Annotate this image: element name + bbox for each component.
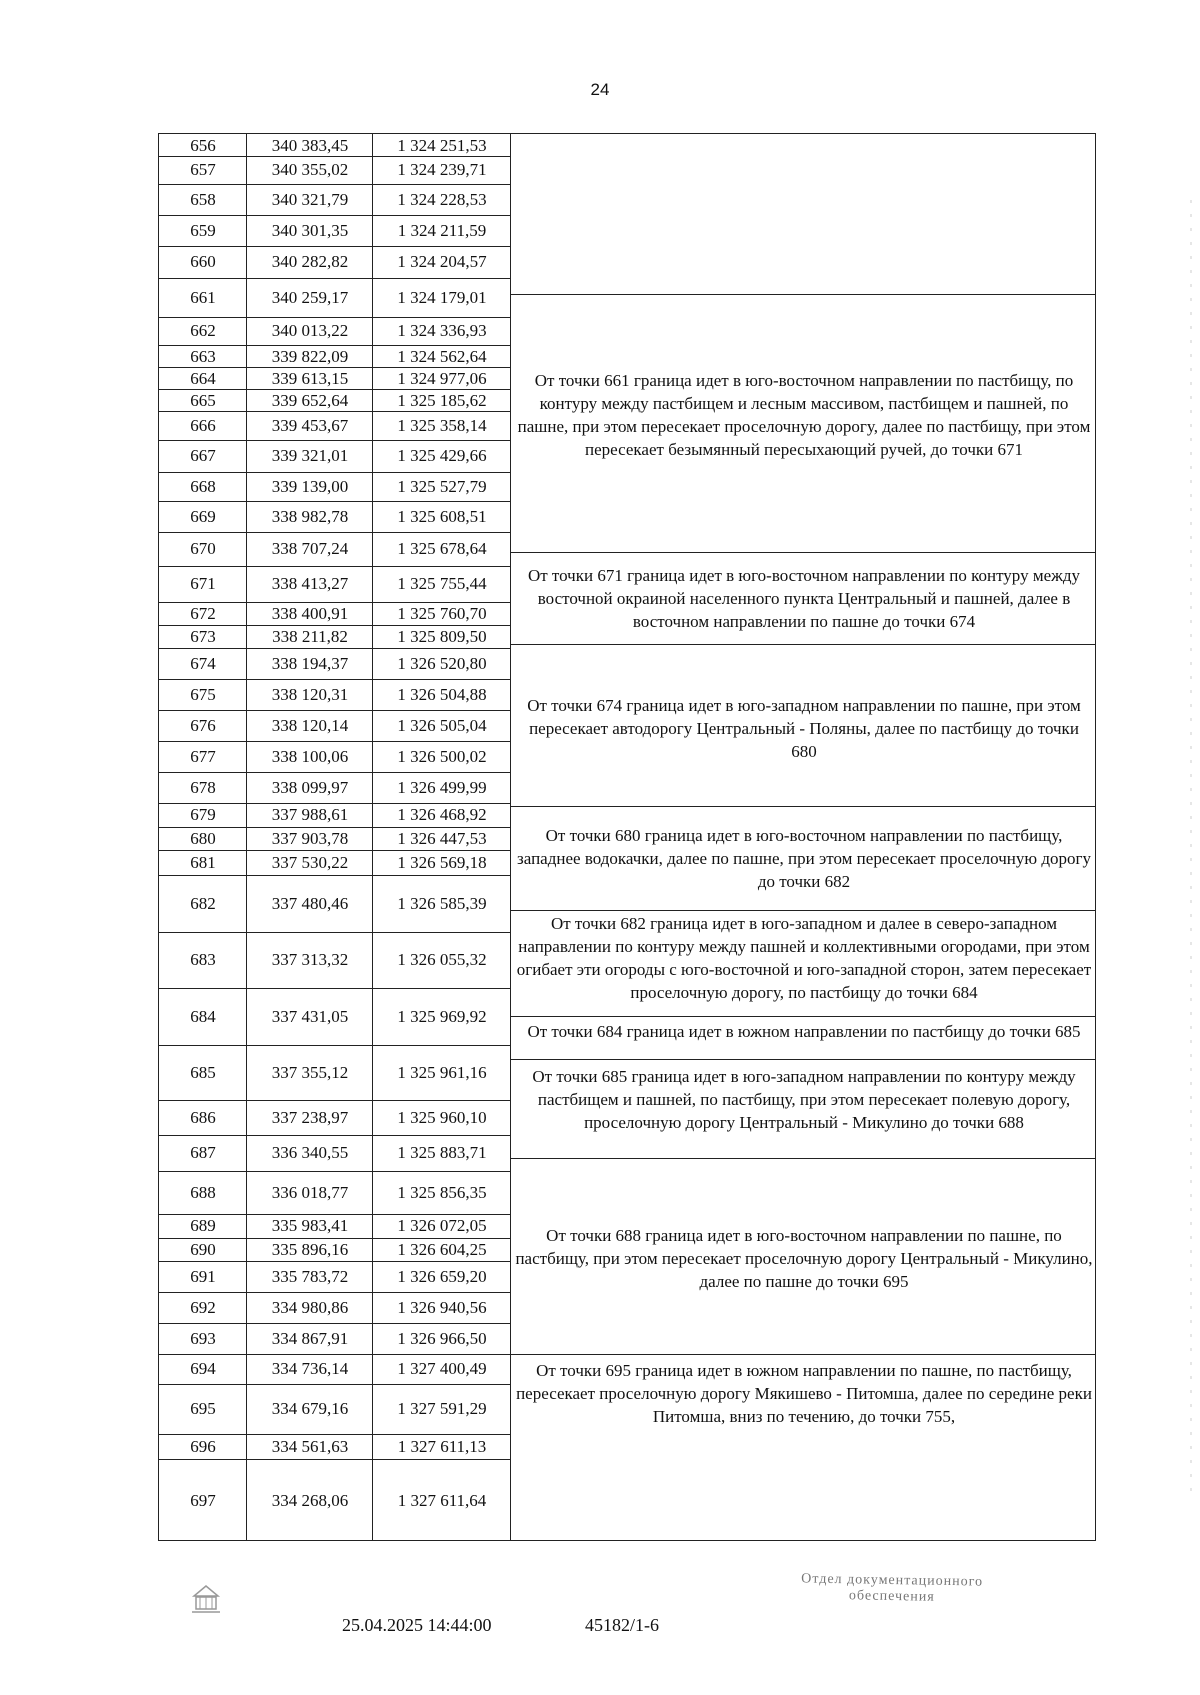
x-coordinate-cell: 340 301,35 [271,220,349,240]
y-coordinate-cell: 1 324 562,64 [397,347,487,366]
boundary-description: От точки 680 граница идет в юго-восточном направлении по пастбищу, западнее водокачки, далее по пашне, при этом пересекает проселочную дорогу до точки 682 [517,826,1091,891]
x-coordinate-cell: 339 453,67 [271,415,349,435]
y-coordinate-cell: 1 324 179,01 [397,287,487,307]
point-number-cell: 689 [190,1216,216,1235]
row-divider [159,566,511,567]
point-number-cell: 692 [190,1297,216,1317]
point-number-cell: 680 [190,829,216,848]
y-coordinate-cell: 1 326 504,88 [397,684,487,704]
y-coordinate-cell: 1 324 977,06 [397,369,487,388]
stamp-line-1: Отдел документационного [801,1571,984,1590]
y-coordinate-cell: 1 324 251,53 [397,136,487,155]
row-divider [159,501,511,502]
point-number-cell: 688 [190,1182,216,1202]
x-coordinate-cell: 339 652,64 [271,391,349,410]
y-coordinate-cell: 1 326 500,02 [397,746,487,766]
x-coordinate-cell: 334 268,06 [271,1490,349,1510]
y-coordinate-cell: 1 325 678,64 [397,539,487,558]
x-coordinate-cell: 334 679,16 [271,1399,349,1418]
point-number-cell: 687 [190,1143,216,1162]
y-coordinate-cell: 1 326 966,50 [397,1328,487,1348]
point-number-cell: 675 [190,684,216,704]
x-coordinate-cell: 338 100,06 [271,746,349,766]
y-coordinate-cell: 1 325 527,79 [397,476,487,496]
point-number-cell: 697 [190,1490,216,1510]
x-coordinate-cell: 338 982,78 [271,506,349,526]
row-divider [159,932,511,933]
row-divider [159,246,511,247]
y-coordinate-cell: 1 326 569,18 [397,852,487,872]
y-coordinate-cell: 1 325 856,35 [397,1182,487,1202]
x-coordinate-cell: 335 896,16 [271,1240,349,1259]
x-coordinate-cell: 336 018,77 [271,1182,349,1202]
y-coordinate-cell: 1 324 211,59 [397,220,487,240]
x-coordinate-cell: 339 139,00 [271,476,349,496]
x-coordinate-cell: 338 120,31 [271,684,349,704]
point-number-cell: 690 [190,1240,216,1259]
description-divider [511,1354,1095,1355]
point-number-cell: 666 [190,415,216,435]
point-number-cell: 660 [190,252,216,271]
row-divider [159,1045,511,1046]
x-coordinate-cell: 335 983,41 [271,1216,349,1235]
coordinates-table [158,133,1096,1541]
point-number-cell: 683 [190,950,216,969]
point-number-cell: 685 [190,1062,216,1082]
x-coordinate-cell: 334 867,91 [271,1328,349,1348]
point-number-cell: 678 [190,777,216,797]
y-coordinate-cell: 1 325 960,10 [397,1107,487,1127]
page-number: 24 [590,80,610,99]
boundary-description: От точки 684 граница идет в южном направлении по пастбищу до точки 685 [527,1022,1081,1041]
point-number-cell: 659 [190,220,216,240]
point-number-cell: 686 [190,1107,216,1127]
row-divider [159,1354,511,1355]
x-coordinate-cell: 336 340,55 [271,1143,349,1162]
x-coordinate-cell: 334 561,63 [271,1436,349,1456]
point-number-cell: 673 [190,627,216,646]
y-coordinate-cell: 1 325 809,50 [397,627,487,646]
point-number-cell: 672 [190,604,216,623]
footer-document-number: 45182/1-6 [585,1615,659,1635]
row-divider [159,1261,511,1262]
footer-datetime: 25.04.2025 14:44:00 [342,1615,492,1635]
point-number-cell: 661 [190,287,216,307]
point-number-cell: 670 [190,539,216,558]
y-coordinate-cell: 1 325 883,71 [397,1143,487,1162]
row-divider [159,741,511,742]
description-divider [511,1016,1095,1017]
y-coordinate-cell: 1 326 055,32 [397,950,487,969]
x-coordinate-cell: 340 282,82 [271,252,349,271]
point-number-cell: 657 [190,160,216,179]
x-coordinate-cell: 337 313,32 [271,950,349,969]
y-coordinate-cell: 1 326 499,99 [397,777,487,797]
y-coordinate-cell: 1 327 591,29 [397,1399,487,1418]
row-divider [159,710,511,711]
row-divider [159,411,511,412]
row-divider [159,1459,511,1460]
boundary-description: От точки 674 граница идет в юго-западном направлении по пашне, при этом пересекает автодорогу Центральный - Поляны, далее по пастбищу до точки 680 [527,696,1081,761]
point-number-cell: 664 [190,369,216,388]
y-coordinate-cell: 1 326 585,39 [397,893,487,913]
description-divider [511,1158,1095,1159]
x-coordinate-cell: 339 321,01 [271,446,349,465]
x-coordinate-cell: 337 988,61 [271,805,349,824]
point-number-cell: 682 [190,893,216,913]
stamp-line-2: обеспечения [848,1588,935,1605]
y-coordinate-cell: 1 326 659,20 [397,1266,487,1286]
y-coordinate-cell: 1 327 611,13 [397,1436,487,1456]
x-coordinate-cell: 338 211,82 [272,627,348,646]
description-divider [511,294,1095,295]
row-divider [159,648,511,649]
y-coordinate-cell: 1 325 755,44 [397,574,487,593]
point-number-cell: 674 [190,653,216,673]
row-divider [159,472,511,473]
boundary-description: От точки 695 граница идет в южном направлении по пашне, по пастбищу, пересекает проселочную дорогу Мякишево - Питомша, далее по середине реки Питомша, вниз по течению, до точки 755, [516,1361,1092,1426]
point-number-cell: 691 [190,1266,216,1286]
point-number-cell: 693 [190,1328,216,1348]
point-number-cell: 694 [190,1359,216,1378]
emblem-icon [186,1582,226,1618]
x-coordinate-cell: 334 980,86 [271,1297,349,1317]
row-divider [159,215,511,216]
x-coordinate-cell: 338 120,14 [271,715,349,735]
description-divider [511,552,1095,553]
row-divider [159,1171,511,1172]
row-divider [159,875,511,876]
x-coordinate-cell: 337 238,97 [271,1107,349,1127]
department-stamp [752,1571,1033,1608]
row-divider [159,532,511,533]
y-coordinate-cell: 1 325 760,70 [397,604,487,623]
x-coordinate-cell: 339 613,15 [271,369,349,388]
x-coordinate-cell: 338 413,27 [271,574,349,593]
row-divider [159,184,511,185]
description-divider [511,910,1095,911]
description-divider [511,1059,1095,1060]
scan-artifact [1190,200,1192,1500]
y-coordinate-cell: 1 326 604,25 [397,1240,487,1259]
x-coordinate-cell: 337 903,78 [271,829,349,848]
y-coordinate-cell: 1 325 185,62 [397,391,487,410]
point-number-cell: 656 [190,136,216,155]
x-coordinate-cell: 339 822,09 [271,347,349,366]
point-number-cell: 677 [190,746,216,766]
boundary-description: От точки 682 граница идет в юго-западном и далее в северо-западном направлении по контуру между пашней и коллективными огородами, при этом огибает эти огороды с юго-восточной и юго-западной сторон, затем пересекает проселочную дорогу, по пастбищу до точки 684 [516,914,1092,1002]
y-coordinate-cell: 1 324 336,93 [397,321,487,340]
row-divider [159,988,511,989]
y-coordinate-cell: 1 326 520,80 [397,653,487,673]
boundary-description: От точки 671 граница идет в юго-восточном направлении по контуру между восточной окраиной населенного пункта Центральный и пашней, далее в восточном направлении по пашне до точки 674 [527,566,1081,631]
row-divider [159,440,511,441]
point-number-cell: 669 [190,506,216,526]
boundary-description: От точки 685 граница идет в юго-западном направлении по контуру между пастбищем и пашней, по пастбищу, при этом пересекает полевую дорогу, проселочную дорогу Центральный - Микулино до точки 688 [532,1067,1076,1132]
row-divider [159,1292,511,1293]
row-divider [159,772,511,773]
point-number-cell: 667 [190,446,216,465]
y-coordinate-cell: 1 325 969,92 [397,1006,487,1026]
y-coordinate-cell: 1 326 468,92 [397,805,487,824]
y-coordinate-cell: 1 327 400,49 [397,1359,487,1378]
point-number-cell: 684 [190,1006,216,1026]
x-coordinate-cell: 338 194,37 [271,653,349,673]
x-coordinate-cell: 334 736,14 [271,1359,349,1378]
y-coordinate-cell: 1 325 961,16 [397,1062,487,1082]
x-coordinate-cell: 338 099,97 [271,777,349,797]
x-coordinate-cell: 338 707,24 [271,539,349,558]
point-number-cell: 658 [190,189,216,209]
x-coordinate-cell: 340 383,45 [271,136,349,155]
y-coordinate-cell: 1 326 072,05 [397,1216,487,1235]
row-divider [159,1323,511,1324]
x-coordinate-cell: 337 355,12 [271,1062,349,1082]
row-divider [159,1384,511,1385]
y-coordinate-cell: 1 326 940,56 [397,1297,487,1317]
y-coordinate-cell: 1 326 505,04 [397,715,487,735]
point-number-cell: 679 [190,805,216,824]
point-number-cell: 665 [190,391,216,410]
x-coordinate-cell: 340 013,22 [271,321,349,340]
description-divider [511,806,1095,807]
boundary-description: От точки 688 граница идет в юго-восточном направлении по пашне, по пастбищу, при этом пересекает проселочную дорогу Центральный - Микулино, далее по пашне до точки 695 [515,1226,1093,1291]
y-coordinate-cell: 1 326 447,53 [397,829,487,848]
x-coordinate-cell: 340 321,79 [271,189,349,209]
point-number-cell: 681 [190,852,216,872]
x-coordinate-cell: 337 480,46 [271,893,349,913]
x-coordinate-cell: 338 400,91 [271,604,349,623]
point-number-cell: 671 [190,574,216,593]
row-divider [159,1100,511,1101]
row-divider [159,1135,511,1136]
point-number-cell: 695 [190,1399,216,1418]
description-divider [511,644,1095,645]
row-divider [159,679,511,680]
x-coordinate-cell: 337 431,05 [271,1006,349,1026]
point-number-cell: 696 [190,1436,216,1456]
point-number-cell: 663 [190,347,216,366]
y-coordinate-cell: 1 324 239,71 [397,160,487,179]
y-coordinate-cell: 1 324 228,53 [397,189,487,209]
row-divider [159,156,511,157]
y-coordinate-cell: 1 325 608,51 [397,506,487,526]
y-coordinate-cell: 1 324 204,57 [397,252,487,271]
boundary-description: От точки 661 граница идет в юго-восточном направлении по пастбищу, по контуру между пастбищем и лесным массивом, пастбищем и пашней, по пашне, при этом пересекает проселочную дорогу, далее по пастбищу, при этом пересекает безымянный пересыхающий ручей, до точки 671 [517,371,1091,459]
y-coordinate-cell: 1 325 429,66 [397,446,487,465]
row-divider [159,278,511,279]
y-coordinate-cell: 1 327 611,64 [397,1490,487,1510]
x-coordinate-cell: 337 530,22 [271,852,349,872]
point-number-cell: 662 [190,321,216,340]
x-coordinate-cell: 335 783,72 [271,1266,349,1286]
x-coordinate-cell: 340 259,17 [271,287,349,307]
row-divider [159,317,511,318]
y-coordinate-cell: 1 325 358,14 [397,415,487,435]
point-number-cell: 668 [190,476,216,496]
point-number-cell: 676 [190,715,216,735]
x-coordinate-cell: 340 355,02 [271,160,349,179]
